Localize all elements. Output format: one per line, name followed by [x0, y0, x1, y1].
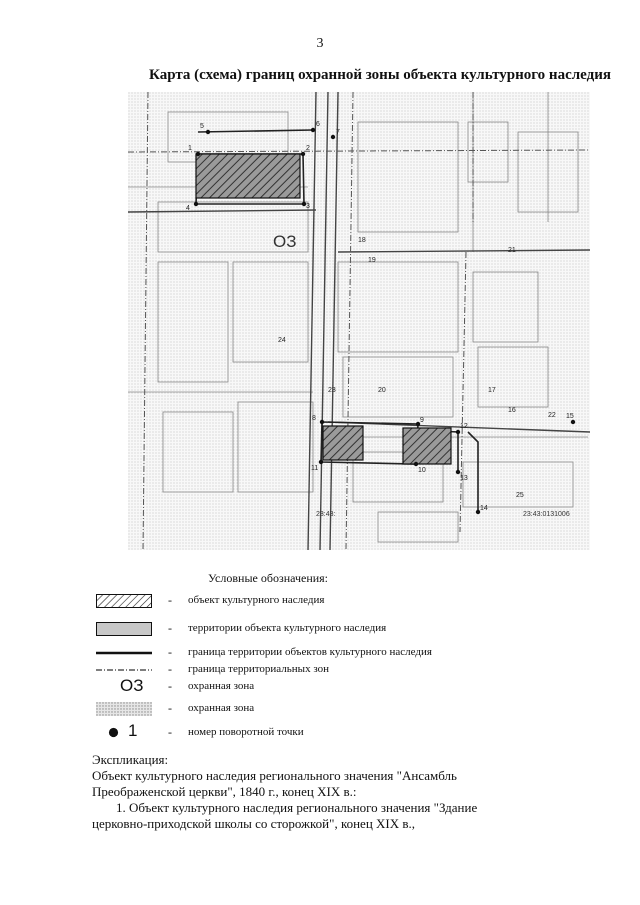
legend-dash: -	[168, 645, 172, 659]
legend-row-protection-zone	[92, 700, 612, 720]
explication-line: 1. Объект культурного наследия регионального значения "Здание	[116, 800, 478, 815]
legend-text: территории объекта культурного наследия	[188, 622, 387, 634]
legend-text: граница территории объектов культурного наследия	[188, 646, 432, 658]
heritage-object-gatehouse	[403, 428, 451, 464]
point-label: 1	[188, 145, 192, 152]
point-label: 18	[358, 237, 366, 244]
point-dot-icon	[108, 727, 119, 738]
legend-row-zone-label	[92, 678, 612, 698]
point-label: 5	[200, 123, 204, 130]
point-label: 21	[508, 247, 516, 254]
legend-dash: -	[168, 679, 172, 693]
explication-line: Преображенской церкви", 1840 г., конец XIX в.:	[92, 784, 357, 799]
point-label: 3	[306, 203, 310, 210]
point-label: 23	[328, 387, 336, 394]
dash-dot-line-icon	[96, 663, 152, 677]
zone-label: ОЗ	[273, 232, 297, 251]
legend-text: охранная зона	[188, 702, 255, 714]
legend-text: охранная зона	[188, 680, 255, 692]
map-title: Карта (схема) границ охранной зоны объекта культурного наследия	[149, 67, 611, 83]
explication-line: Объект культурного наследия регионального значения "Ансамбль	[92, 768, 457, 783]
explication-line: церковно-приходской школы со сторожкой", конец XIX в.,	[92, 816, 416, 831]
legend-row-territory	[92, 620, 612, 640]
point-label: 7	[336, 129, 340, 136]
legend-dash: -	[168, 662, 172, 676]
explication-heading: Экспликация:	[92, 752, 169, 767]
dotted-rect-icon	[96, 702, 152, 716]
parcel-label: 23:43:	[316, 511, 336, 518]
point-label: 24	[278, 337, 286, 344]
gray-rect-icon	[96, 622, 152, 636]
point-label: 10	[418, 467, 426, 474]
point-label: 12	[460, 423, 468, 430]
hatched-rect-icon	[96, 594, 152, 608]
point-number-symbol: 1	[128, 721, 138, 740]
point-label: 22	[548, 412, 556, 419]
point-label: 15	[566, 413, 574, 420]
point-label: 20	[378, 387, 386, 394]
point-label: 9	[420, 417, 424, 424]
heritage-object-church	[196, 154, 300, 198]
legend-row-turning-point	[92, 721, 612, 744]
legend-heading: Условные обозначения:	[208, 571, 329, 585]
point-label: 16	[508, 407, 516, 414]
point-label: 4	[186, 205, 190, 212]
point-label: 11	[311, 465, 319, 472]
point-label: 13	[460, 475, 468, 482]
point-label: 25	[516, 492, 524, 499]
parcel-label: 23:43:0131006	[523, 511, 570, 518]
legend-row-heritage-object	[92, 592, 612, 612]
legend-text: номер поворотной точки	[188, 726, 304, 738]
legend-dash: -	[168, 621, 172, 635]
legend-text: граница территориальных зон	[188, 663, 329, 675]
heritage-object-school	[323, 426, 363, 460]
page-number: 3	[316, 36, 324, 51]
point-label: 19	[368, 257, 376, 264]
legend-text: объект культурного наследия	[188, 594, 325, 606]
point-label: 6	[316, 121, 320, 128]
point-label: 2	[306, 145, 310, 152]
point-label: 17	[488, 387, 496, 394]
point-label: 14	[480, 505, 488, 512]
legend-dash: -	[168, 593, 172, 607]
point-label: 8	[312, 415, 316, 422]
legend-dash: -	[168, 701, 172, 715]
solid-line-icon	[96, 646, 152, 660]
boundary-map	[128, 92, 590, 550]
legend-dash: -	[168, 725, 172, 739]
zone-symbol-text: ОЗ	[120, 676, 144, 695]
